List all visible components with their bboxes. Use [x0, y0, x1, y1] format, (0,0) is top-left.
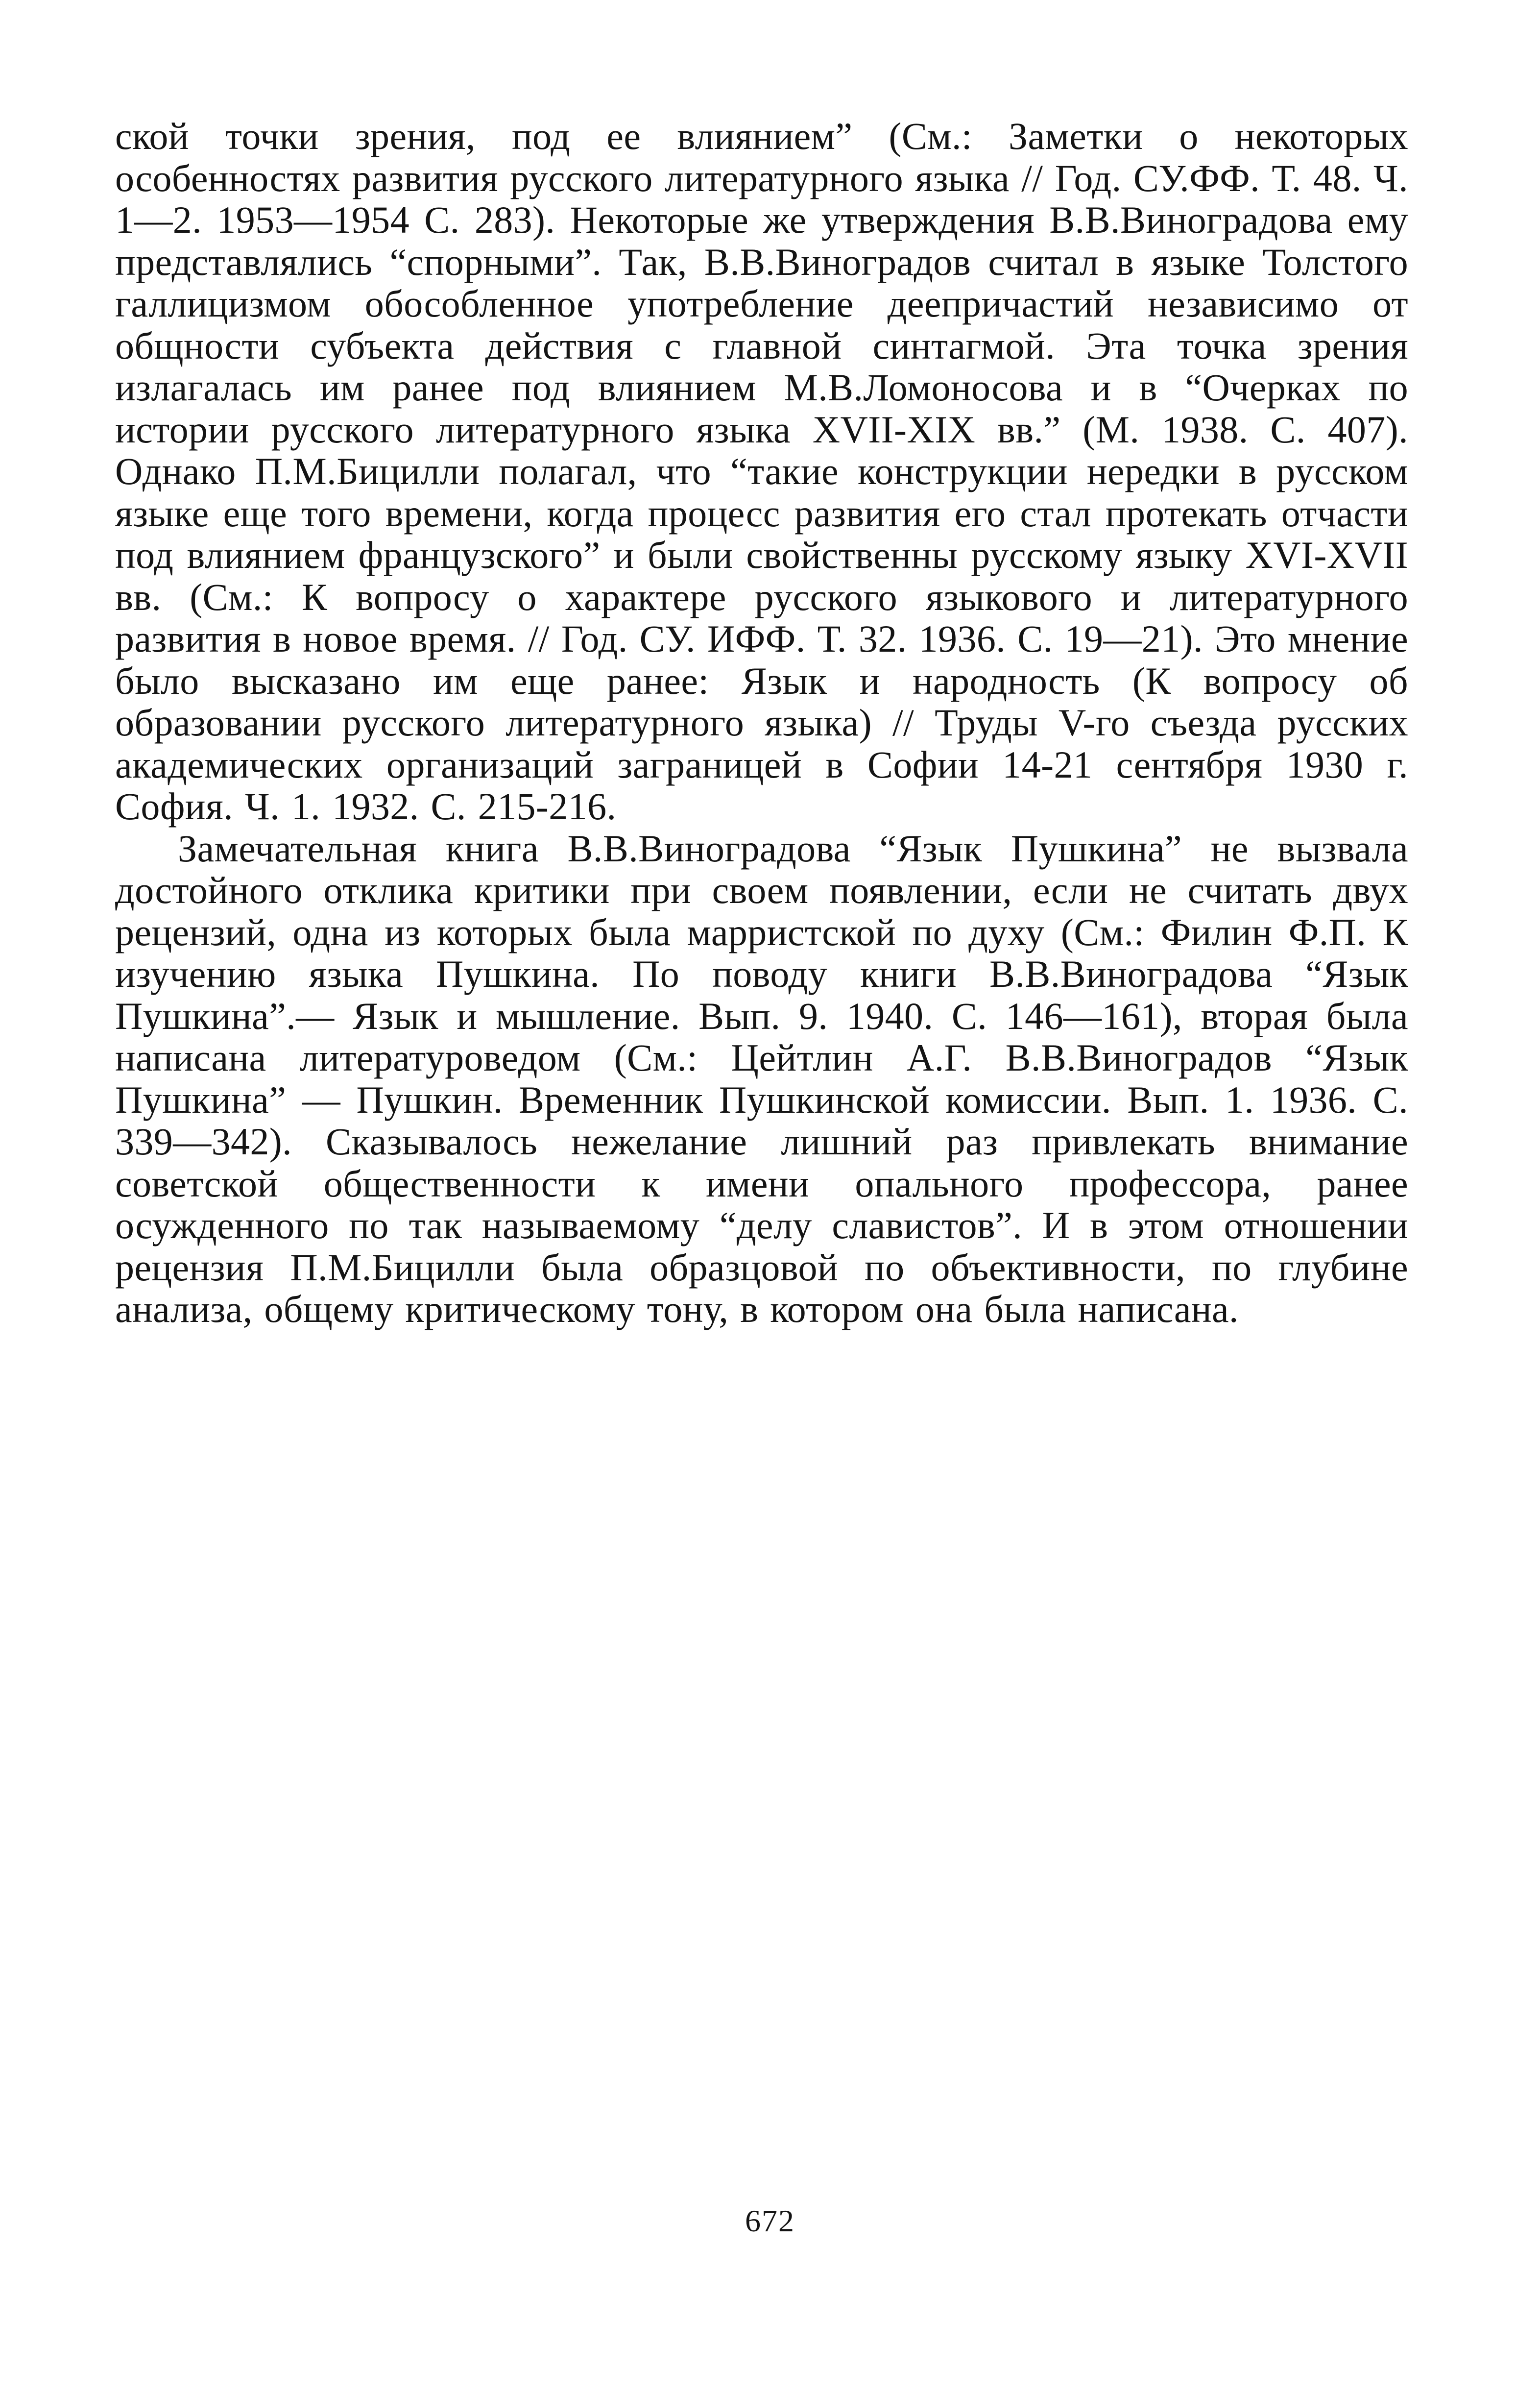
- page-body: [115, 115, 1408, 1330]
- paragraph-2: Замечательная книга В.В.Виноградова “Язык Пушкина” не вызвала достойного отклика критики при своем появлении, если не считать двух рецензий, одна из которых была марристской по духу (См.: Филин Ф.П. К изучению языка Пушкина. По поводу книги В.В.Виноградова “Язык Пушкина”.— Язык и мышление. Вып. 9. 1940. С. 146—161), вторая была написана литературоведом (См.: Цейтлин А.Г. В.В.Виноградов “Язык Пушкина” — Пушкин. Временник Пушкинской комиссии. Вып. 1. 1936. С. 339—342). Сказывалось нежелание лишний раз привлекать внимание советской общественности к имени опального профессора, ранее осужденного по так называемому “делу славистов”. И в этом отношении рецензия П.М.Бицилли была образцовой по объективности, по глубине анализа, общему критическому тону, в котором она была написана.: [115, 827, 1408, 1330]
- paragraph-1: ской точки зрения, под ее влиянием” (См.: Заметки о некоторых особенностях развития русского литературного языка // Год. СУ.ФФ. Т. 48. Ч. 1—2. 1953—1954 С. 283). Некоторые же утверждения В.В.Виноградова ему представлялись “спорными”. Так, В.В.Виноградов считал в языке Толстого галлицизмом обособленное употребление деепричастий независимо от общности субъекта действия с главной синтагмой. Эта точка зрения излагалась им ранее под влиянием М.В.Ломоносова и в “Очерках по истории русского литературного языка XVII-XIX вв.” (М. 1938. С. 407). Однако П.М.Бицилли полагал, что “такие конструкции нередки в русском языке еще того времени, когда процесс развития его стал протекать отчасти под влиянием французского” и были свойственны русскому языку XVI-XVII вв. (См.: К вопросу о характере русского языкового и литературного развития в новое время. // Год. СУ. ИФФ. Т. 32. 1936. С. 19—21). Это мнение было высказано им еще ранее: Язык и народность (К вопросу об образовании русского литературного языка) // Труды V-го съезда русских академических организаций заграницей в Софии 14-21 сентября 1930 г. София. Ч. 1. 1932. С. 215-216.: [115, 115, 1408, 828]
- page-number: 672: [745, 2203, 795, 2238]
